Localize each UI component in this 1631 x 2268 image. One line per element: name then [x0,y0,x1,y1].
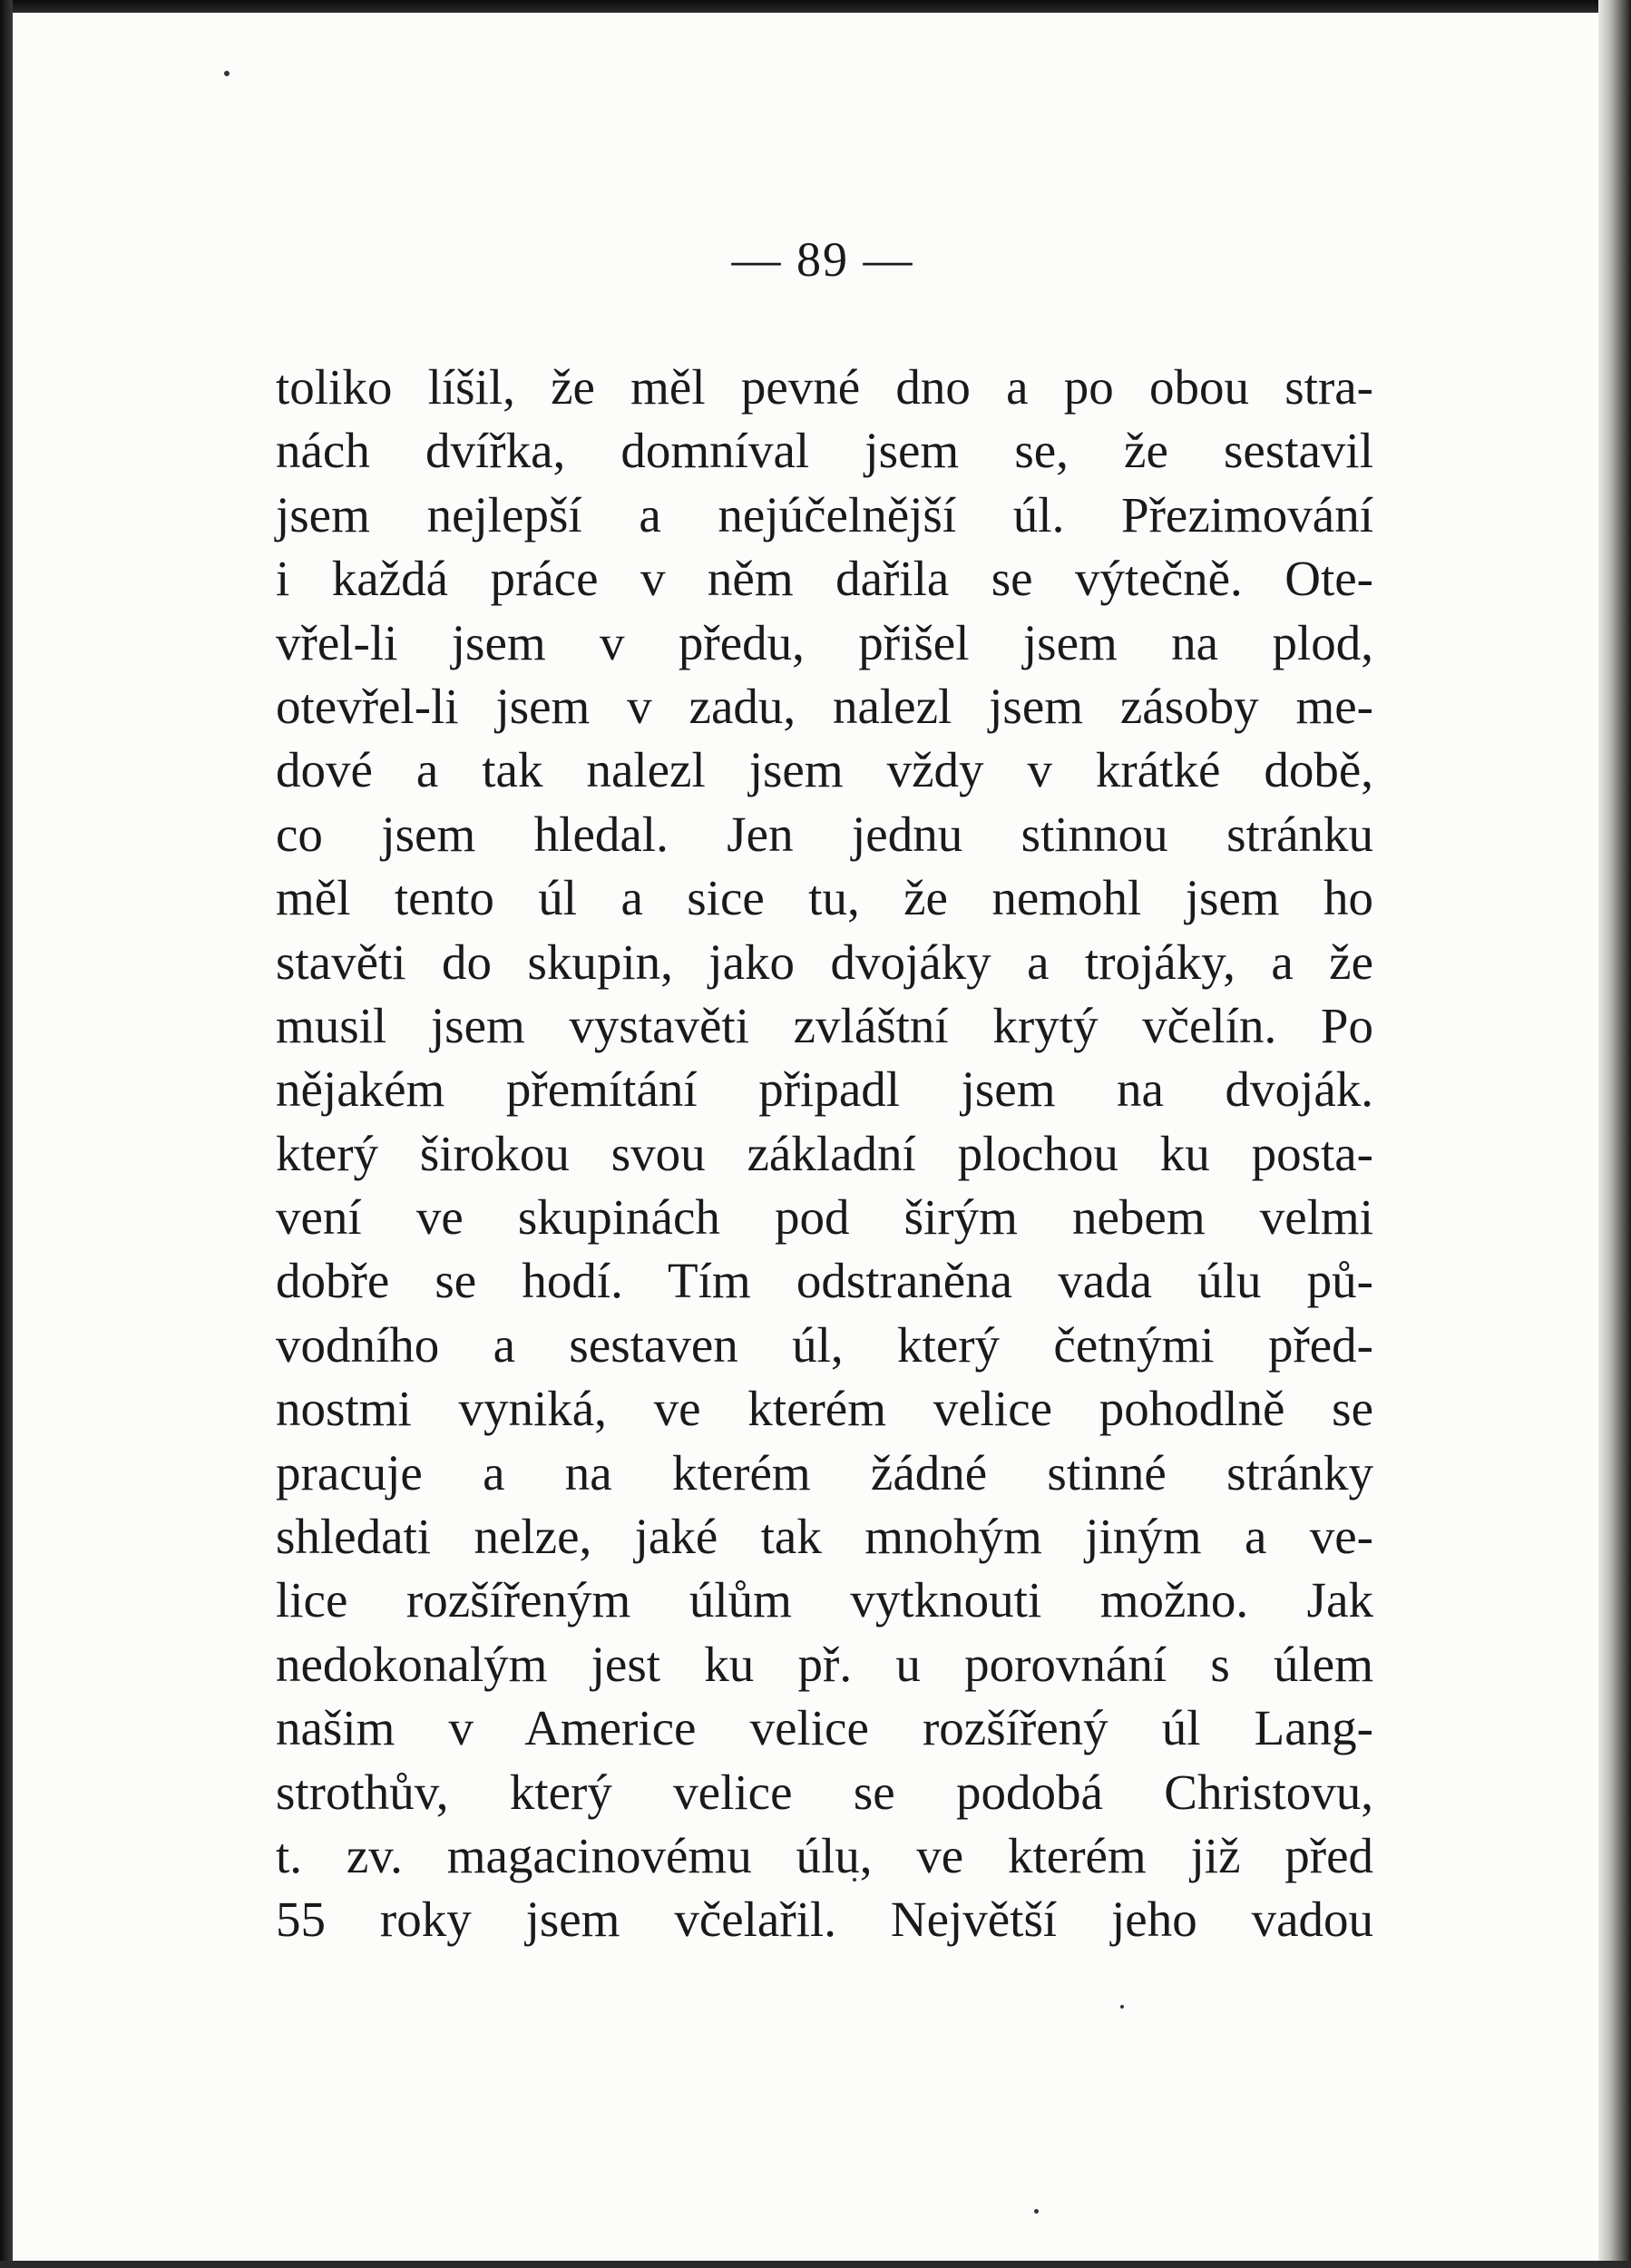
text-line: lice rozšířeným úlům vytknouti možno. Jak [276,1572,1373,1628]
text-line: dové a tak nalezl jsem vždy v krátké době, [276,742,1373,798]
text-line: nějakém přemítání připadl jsem na dvoják. [276,1061,1373,1118]
scan-speck [1120,2005,1124,2009]
text-line: měl tento úl a sice tu, že nemohl jsem ho [276,870,1373,926]
text-line: jsem nejlepší a nejúčelnější úl. Přezimování [276,486,1373,543]
text-line: dobře se hodí. Tím odstraněna vada úlu pů- [276,1253,1373,1309]
text-line: i každá práce v něm dařila se výtečně. Ote- [276,551,1373,607]
text-line: strothův, který velice se podobá Christovu, [276,1764,1373,1820]
scan-edge-left [0,0,13,2268]
text-line: t. zv. magacinovému úlu, ve kterém již před [276,1827,1373,1883]
text-line: co jsem hledal. Jen jednu stinnou stránku [276,806,1373,862]
text-line: pracuje a na kterém žádné stinné stránky [276,1444,1373,1501]
text-line: vení ve skupinách pod širým nebem velmi [276,1189,1373,1246]
text-line: stavěti do skupin, jako dvojáky a trojáky, a že [276,934,1373,990]
scan-edge-right [1598,0,1631,2268]
scan-edge-top [0,0,1631,13]
text-line: vřel-li jsem v předu, přišel jsem na plod, [276,614,1373,670]
text-line: vodního a sestaven úl, který četnými před- [276,1316,1373,1373]
text-line: našim v Americe velice rozšířený úl Lang- [276,1700,1373,1756]
text-line: nostmi vyniká, ve kterém velice pohodlně se [276,1381,1373,1437]
text-line: musil jsem vystavěti zvláštní krytý včelín. Po [276,997,1373,1053]
text-line: otevřel-li jsem v zadu, nalezl jsem zásoby me- [276,678,1373,734]
scan-speck [1034,2209,1039,2214]
scan-speck [224,71,230,76]
page-number: — 89 — [731,232,914,287]
text-line: toliko líšil, že měl pevné dno a po obou stra- [276,359,1373,415]
scan-edge-bottom [0,2261,1631,2268]
text-line: 55 roky jsem včelařil. Největší jeho vadou [276,1892,1373,1948]
text-line: nedokonalým jest ku př. u porovnání s úlem [276,1636,1373,1692]
text-line: nách dvířka, domníval jsem se, že sestavil [276,423,1373,479]
body-text [276,356,1373,1952]
text-line: shledati nelze, jaké tak mnohým jiným a ve- [276,1509,1373,1565]
text-line: který širokou svou základní plochou ku posta- [276,1125,1373,1181]
